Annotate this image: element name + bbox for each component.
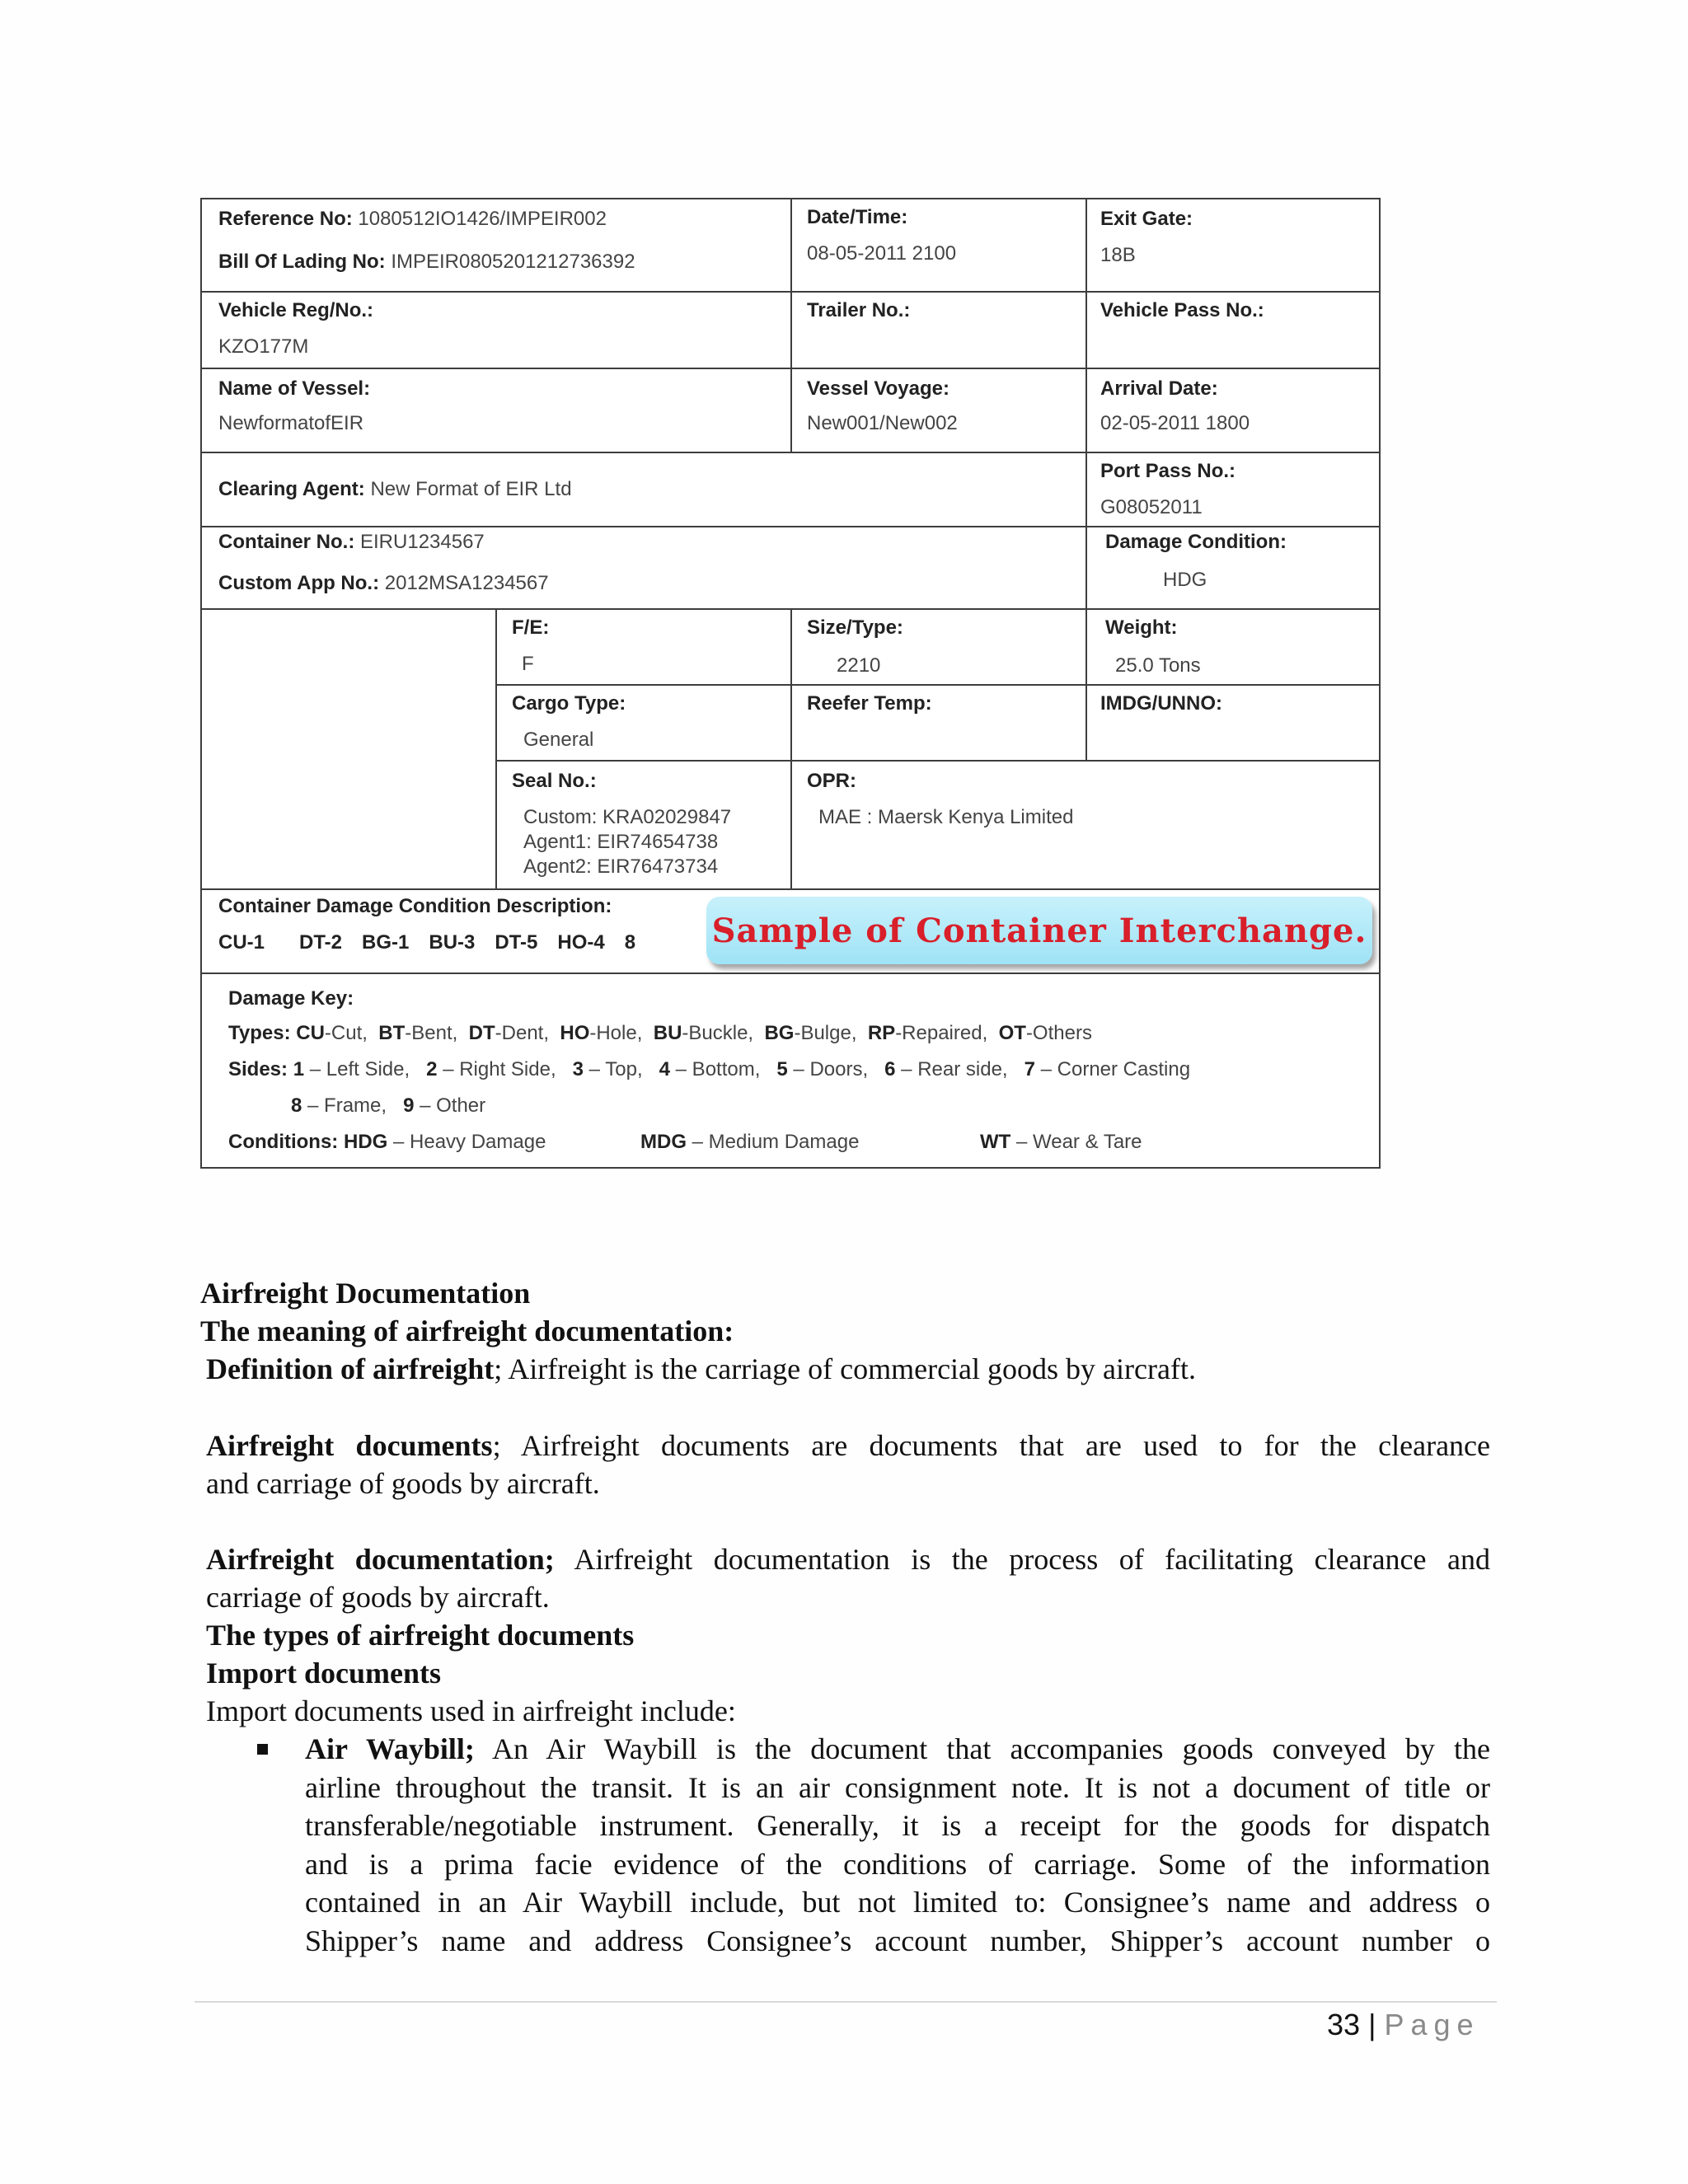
datetime-value: 08-05-2011 2100 <box>807 242 957 265</box>
vessel-name-value: NewformatofEIR <box>218 412 364 434</box>
weight-value: 25.0 Tons <box>1115 654 1201 677</box>
damage-condition-value: HDG <box>1163 569 1207 591</box>
damage-conditions-line: Conditions: HDG – Heavy Damage <box>228 1131 546 1153</box>
damage-condition-label: Damage Condition: <box>1105 531 1287 553</box>
size-type-cell <box>792 610 1087 686</box>
fe-value: F <box>522 653 534 675</box>
awb-label: Air Waybill; <box>305 1732 475 1765</box>
vehicle-reg-cell <box>202 293 792 369</box>
container-interchange-form <box>200 198 1381 1169</box>
cargo-type-label: Cargo Type: <box>512 692 626 715</box>
container-no-label: Container No.: <box>218 531 355 553</box>
seal-custom: Custom: KRA02029847 <box>523 806 732 828</box>
datetime-cell <box>792 199 1087 293</box>
damage-code: HO-4 <box>557 931 605 954</box>
container-no-cell <box>202 527 1087 610</box>
definition-label: Definition of airfreight <box>206 1352 495 1385</box>
import-heading: Import documents <box>206 1657 441 1690</box>
seal-cell <box>497 762 792 890</box>
airfreight-heading: Airfreight Documentation <box>200 1277 531 1310</box>
seal-label: Seal No.: <box>512 770 597 792</box>
custom-app-label: Custom App No.: <box>218 572 380 594</box>
port-pass-label: Port Pass No.: <box>1100 460 1236 482</box>
import-intro: Import documents used in airfreight include: <box>206 1694 736 1727</box>
damage-types-line: Types: CU-Cut, BT-Bent, DT-Dent, HO-Hole, BU-Buckle, BG-Bulge, RP-Repaired, OT-Others <box>228 1022 1092 1044</box>
weight-label: Weight: <box>1105 616 1178 639</box>
damage-code: DT-5 <box>495 931 538 954</box>
clearing-agent-value: New Format of EIR Ltd <box>370 478 572 500</box>
fe-label: F/E: <box>512 616 550 639</box>
trailer-label: Trailer No.: <box>807 299 911 321</box>
datetime-label: Date/Time: <box>807 206 908 228</box>
cargo-type-cell <box>497 686 792 762</box>
arrival-date-value: 02-05-2011 1800 <box>1100 412 1250 434</box>
container-no-value: EIRU1234567 <box>360 531 485 553</box>
vessel-voyage-value: New001/New002 <box>807 412 958 434</box>
vehicle-pass-cell <box>1087 293 1381 369</box>
documents-paragraph-line1 <box>206 1427 1490 1465</box>
port-pass-cell <box>1087 453 1381 527</box>
definition-paragraph <box>206 1350 1196 1388</box>
weight-cell <box>1087 610 1381 686</box>
vehicle-reg-label: Vehicle Reg/No.: <box>218 299 374 321</box>
documents-text-line2: and carriage of goods by aircraft. <box>206 1467 600 1500</box>
bill-of-lading-label: Bill Of Lading No: <box>218 251 386 273</box>
vessel-voyage-cell <box>792 369 1087 453</box>
page-footer <box>1327 2008 1480 2042</box>
arrival-date-label: Arrival Date: <box>1100 377 1218 400</box>
awb-line-1: Air Waybill; An Air Waybill is the document that accompanies goods conveyed by the <box>305 1732 1490 1765</box>
damage-key-cell <box>202 974 1381 1169</box>
documentation-label: Airfreight documentation; <box>206 1543 555 1576</box>
awb-line-4: and is a prima facie evidence of the conditions of carriage. Some of the information <box>305 1848 1490 1881</box>
arrival-date-cell <box>1087 369 1381 453</box>
reference-label: Reference No: <box>218 208 353 230</box>
reefer-temp-label: Reefer Temp: <box>807 692 932 715</box>
vehicle-reg-value: KZO177M <box>218 335 309 358</box>
size-type-label: Size/Type: <box>807 616 903 639</box>
vessel-name-label: Name of Vessel: <box>218 377 371 400</box>
damage-sides-line: Sides: 1 – Left Side, 2 – Right Side, 3 – Top, 4 – Bottom, 5 – Doors, 6 – Rear side, 7 – Corner Casting <box>228 1058 1191 1080</box>
damage-code: 8 <box>624 931 636 954</box>
damage-key-title: Damage Key: <box>228 987 354 1010</box>
damage-code: BU-3 <box>429 931 476 954</box>
types-heading: The types of airfreight documents <box>206 1619 635 1652</box>
seal-agent1: Agent1: EIR74654738 <box>523 831 719 853</box>
damage-conditions-mdg: MDG – Medium Damage <box>640 1131 860 1153</box>
reference-value: 1080512IO1426/IMPEIR002 <box>358 208 607 230</box>
definition-text: ; Airfreight is the carriage of commercial goods by aircraft. <box>494 1352 1196 1385</box>
vehicle-pass-label: Vehicle Pass No.: <box>1100 299 1264 321</box>
fe-cell <box>497 610 792 686</box>
footer-divider <box>195 2001 1497 2003</box>
damage-conditions-wt: WT – Wear & Tare <box>980 1131 1142 1153</box>
bullet-square-icon <box>257 1744 268 1755</box>
opr-value: MAE : Maersk Kenya Limited <box>818 806 1074 828</box>
damage-description-label: Container Damage Condition Description: <box>218 895 612 917</box>
awb-line-5: contained in an Air Waybill include, but not limited to: Consignee’s name and address o <box>305 1886 1490 1919</box>
damage-codes <box>218 931 635 954</box>
vessel-name-cell <box>202 369 792 453</box>
clearing-agent-label: Clearing Agent: <box>218 478 365 500</box>
exit-gate-value: 18B <box>1100 244 1136 266</box>
awb-line-3: transferable/negotiable instrument. Generally, it is a receipt for the goods for dispatch <box>305 1809 1490 1842</box>
imdg-label: IMDG/UNNO: <box>1100 692 1222 715</box>
documentation-paragraph-line1 <box>206 1540 1490 1578</box>
exit-gate-label: Exit Gate: <box>1100 208 1193 230</box>
damage-condition-cell <box>1087 527 1381 610</box>
documentation-text-line2: carriage of goods by aircraft. <box>206 1581 550 1614</box>
cargo-type-value: General <box>523 729 594 751</box>
page-word: Page <box>1384 2008 1480 2041</box>
trailer-cell <box>792 293 1087 369</box>
page-number: 33 <box>1327 2008 1361 2041</box>
damage-code: DT-2 <box>299 931 343 954</box>
opr-label: OPR: <box>807 770 856 792</box>
documents-label: Airfreight documents <box>206 1429 493 1462</box>
exit-gate-cell <box>1087 199 1381 293</box>
vessel-voyage-label: Vessel Voyage: <box>807 377 950 400</box>
damage-code: CU-1 <box>218 931 265 954</box>
bill-of-lading-value: IMPEIR0805201212736392 <box>391 251 635 273</box>
opr-cell <box>792 762 1381 890</box>
awb-line-6: Shipper’s name and address Consignee’s account number, Shipper’s account number o <box>305 1924 1490 1957</box>
damage-code: BG-1 <box>362 931 410 954</box>
footer-separator: | <box>1368 2008 1376 2041</box>
reefer-temp-cell <box>792 686 1087 762</box>
seal-agent2: Agent2: EIR76473734 <box>523 855 719 878</box>
damage-sides-line-2: 8 – Frame, 9 – Other <box>291 1094 486 1117</box>
documents-text-line1: ; Airfreight documents are documents that are used to for the clearance <box>492 1429 1490 1462</box>
meaning-heading: The meaning of airfreight documentation: <box>200 1315 734 1347</box>
documentation-text-line1: Airfreight documentation is the process of facilitating clearance and <box>554 1543 1490 1576</box>
empty-cell <box>202 610 497 890</box>
imdg-cell <box>1087 686 1381 762</box>
sample-banner: Sample of Container Interchange. <box>706 897 1372 964</box>
clearing-agent-cell <box>202 453 1087 527</box>
size-type-value: 2210 <box>837 654 881 677</box>
awb-line-2: airline throughout the transit. It is an air consignment note. It is not a document of title or <box>305 1771 1490 1804</box>
reference-cell <box>202 199 792 293</box>
port-pass-value: G08052011 <box>1100 496 1203 518</box>
custom-app-value: 2012MSA1234567 <box>384 572 549 594</box>
